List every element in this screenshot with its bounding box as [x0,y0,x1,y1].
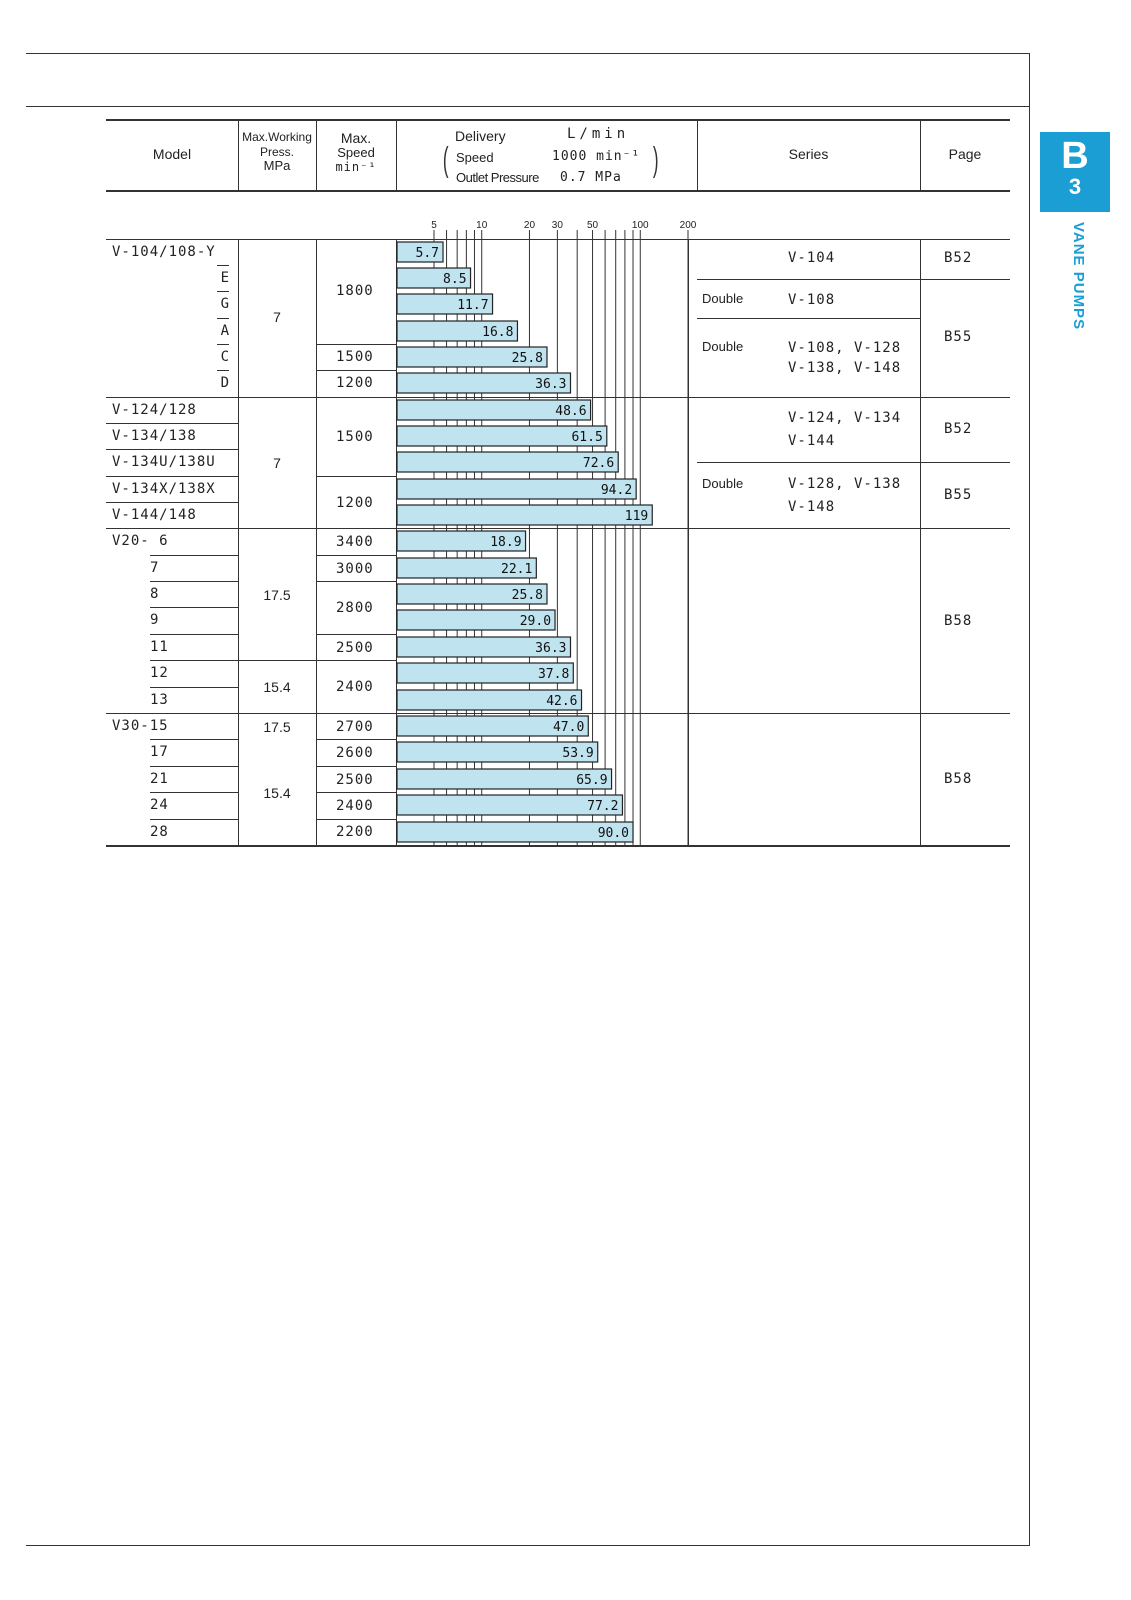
header-cond-speed-value: 1000 min⁻¹ [552,149,641,164]
speed-cell: 1500 [336,349,374,365]
header-speed-line1: Max. [340,130,372,146]
page-cell: B52 [944,421,973,437]
speed-cell: 2500 [336,640,374,656]
model-cell: 8 [150,586,160,602]
speed-cell: 2600 [336,745,374,761]
model-cell: 24 [150,797,169,813]
header-press-line3: MPa [263,158,291,173]
model-cell: E [220,270,230,286]
model-cell: V-134/138 [112,428,197,444]
header-press-line2: Press. [259,145,294,159]
model-cell: V30-15 [112,718,169,734]
header-speed-line3: min⁻¹ [335,160,377,174]
page-cell: B58 [944,613,973,629]
page-cell: B55 [944,487,973,503]
speed-cell: 2400 [336,679,374,695]
header-delivery: Delivery [455,128,506,144]
model-cell: V-134U/138U [112,454,216,470]
model-cell: 13 [150,692,169,708]
delivery-bar-label: 25.8 [511,588,543,603]
delivery-bar-label: 37.8 [537,667,570,682]
speed-cell: 1200 [336,495,374,511]
press-cell: 7 [273,309,281,325]
series-name: V-108, V-128 [788,340,902,356]
chart-tick-label: 20 [523,220,536,231]
model-cell: V-144/148 [112,507,197,523]
delivery-bar-label: 119 [624,509,649,524]
paren-left: ( [442,141,449,179]
speed-cell: 2800 [336,600,374,616]
model-cell: D [220,375,230,391]
speed-cell: 2200 [336,824,374,840]
chart-tick-label: 5 [431,220,437,231]
page-bottom-rule [26,1545,1030,1546]
paren-right: ) [652,141,659,179]
series-name: V-124, V-134 [788,410,902,426]
header-cond-press-value: 0.7 MPa [560,170,622,185]
delivery-bar [397,505,652,525]
section-label: VANE PUMPS [1070,222,1087,331]
header-cond-press-label: Outlet Pressure [456,170,539,185]
header-speed-line2: Speed [337,145,375,160]
series-name: V-104 [788,250,836,266]
header-press-line1: Max.Working [242,130,312,144]
delivery-bar-label: 53.9 [562,746,594,761]
chart-tick-label: 200 [679,220,697,231]
model-cell: V-104/108-Y [112,244,216,260]
header-cond-speed-label: Speed [456,150,494,165]
speed-cell: 1800 [336,283,374,299]
model-cell: 21 [150,771,169,787]
delivery-bar-label: 42.6 [546,694,578,709]
section-letter: B [1061,135,1089,177]
delivery-bar-label: 5.7 [415,246,440,261]
chart-tick-label: 10 [476,220,488,231]
speed-cell: 3000 [336,561,374,577]
chart-tick-label: 100 [631,220,649,231]
series-name: V-138, V-148 [788,360,902,376]
press-cell: 15.4 [263,679,291,695]
model-cell: 11 [150,639,169,655]
model-cell: 7 [150,560,160,576]
delivery-bar-label: 65.9 [576,773,608,788]
header-page: Page [948,146,982,162]
page-cell: B52 [944,250,973,266]
speed-cell: 2700 [336,719,374,735]
delivery-bar-label: 48.6 [555,404,587,419]
model-cell: V20- 6 [112,533,169,549]
speed-cell: 3400 [336,534,374,550]
model-cell: 17 [150,744,169,760]
header-model: Model [152,146,192,162]
delivery-bar-label: 18.9 [490,535,522,550]
press-cell: 17.5 [263,719,291,735]
speed-cell: 1500 [336,429,374,445]
press-cell: 7 [273,455,281,471]
model-cell: V-134X/138X [112,481,216,497]
model-cell: 28 [150,824,169,840]
model-cell: A [220,323,230,339]
model-cell: V-124/128 [112,402,197,418]
series-name: V-108 [788,292,836,308]
delivery-bar-label: 36.3 [535,377,567,392]
delivery-bar-label: 72.6 [582,456,615,471]
delivery-bar-label: 8.5 [443,272,467,287]
delivery-bar-label: 16.8 [482,325,514,340]
press-cell: 17.5 [263,587,291,603]
series-type: Double [702,339,744,354]
delivery-bar-label: 11.7 [457,298,489,313]
model-cell: C [220,349,230,365]
speed-cell: 2400 [336,798,374,814]
series-name: V-144 [788,433,836,449]
model-cell: 9 [150,612,160,628]
delivery-bar-label: 47.0 [552,720,585,735]
speed-cell: 2500 [336,772,374,788]
page-cell: B58 [944,771,973,787]
series-name: V-148 [788,499,836,515]
delivery-bar-label: 25.8 [511,351,543,366]
page-cell: B55 [944,329,973,345]
delivery-bar-label: 90.0 [597,826,630,841]
delivery-bar-label: 77.2 [587,799,619,814]
delivery-bar-label: 36.3 [535,641,567,656]
header-series: Series [788,146,829,162]
chart-tick-label: 50 [586,220,599,231]
model-cell: 12 [150,665,169,681]
section-number: 3 [1068,174,1082,199]
delivery-bar-label: 61.5 [571,430,603,445]
delivery-bar-label: 22.1 [501,562,533,577]
speed-cell: 1200 [336,375,374,391]
series-type: Double [702,291,744,306]
delivery-bar-label: 29.0 [519,614,552,629]
model-cell: G [220,296,230,312]
series-type: Double [702,476,744,491]
header-delivery-unit: L/min [567,126,630,142]
press-cell: 15.4 [263,785,291,801]
delivery-bar-label: 94.2 [600,483,633,498]
series-name: V-128, V-138 [788,476,902,492]
chart-tick-label: 30 [551,220,563,231]
